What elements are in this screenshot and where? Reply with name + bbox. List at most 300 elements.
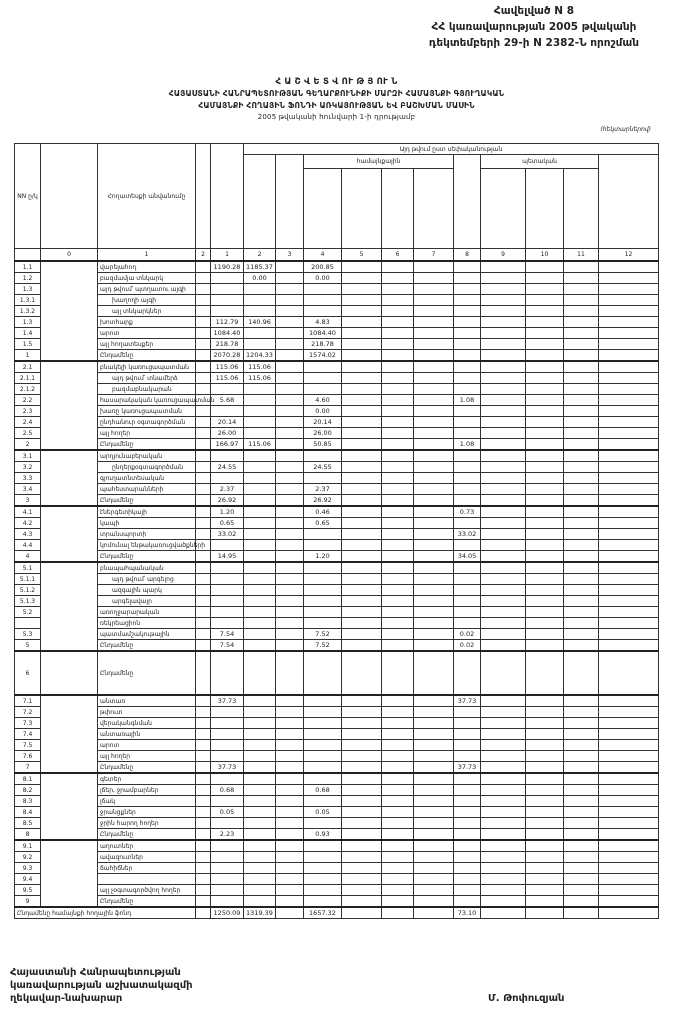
row-name: Ընդամենը: [98, 439, 196, 451]
column-number-row: [15, 249, 659, 262]
value-col-11: [564, 495, 599, 507]
value-col-1: 26.00: [211, 428, 244, 439]
value-col-2: [244, 473, 276, 484]
value-col-10: [526, 518, 564, 529]
value-col-12: [599, 807, 659, 818]
value-col-12: [599, 295, 659, 306]
value-col-8: [454, 518, 481, 529]
value-col-9: [481, 618, 526, 629]
value-col-12: [599, 406, 659, 417]
value-col-9: [481, 651, 526, 695]
value-col-6: [382, 439, 414, 451]
value-col-5: [342, 306, 382, 317]
value-col-4: 0.46: [304, 506, 342, 518]
value-col-4: 0.05: [304, 807, 342, 818]
value-col-5: [342, 284, 382, 295]
row-number: 1: [15, 350, 41, 362]
row-number: 6: [15, 651, 41, 695]
column-number: 2: [244, 249, 276, 262]
value-col-9: [481, 852, 526, 863]
value-col-6: [382, 796, 414, 807]
code-cell: [196, 707, 211, 718]
value-col-4: [304, 562, 342, 574]
value-col-1: 14.95: [211, 551, 244, 563]
value-col-1: 37.73: [211, 762, 244, 774]
table-row: [15, 618, 659, 629]
value-col-9: [481, 384, 526, 395]
row-number: 7.5: [15, 740, 41, 751]
value-col-1: 7.54: [211, 629, 244, 640]
value-col-8: [454, 829, 481, 841]
value-col-12: [599, 596, 659, 607]
value-col-3: [276, 640, 304, 652]
code-cell: [196, 284, 211, 295]
header-code: [196, 144, 211, 249]
value-col-3: [276, 484, 304, 495]
annex-number: Հավելված N 8: [493, 5, 575, 17]
value-col-2: [244, 740, 276, 751]
value-col-9: [481, 640, 526, 652]
value-col-4: 4.60: [304, 395, 342, 406]
value-col-12: [599, 495, 659, 507]
value-col-1: 2070.28: [211, 350, 244, 362]
value-col-7: [414, 284, 454, 295]
value-col-11: [564, 629, 599, 640]
table-row: [15, 529, 659, 540]
value-col-1: [211, 896, 244, 908]
value-col-5: [342, 551, 382, 563]
value-col-11: [564, 473, 599, 484]
code-cell: [196, 874, 211, 885]
value-col-4: [304, 695, 342, 707]
value-col-2: [244, 640, 276, 652]
value-col-4: [304, 585, 342, 596]
value-col-3: [276, 428, 304, 439]
value-col-8: [454, 284, 481, 295]
value-col-10: [526, 306, 564, 317]
value-col-12: [599, 306, 659, 317]
row-name: խառը կառուցապատման: [98, 406, 196, 417]
value-col-3: [276, 629, 304, 640]
value-col-12: [599, 796, 659, 807]
value-col-4: 0.00: [304, 273, 342, 284]
value-col-3: [276, 852, 304, 863]
value-col-3: [276, 439, 304, 451]
value-col-4: [304, 896, 342, 908]
value-col-12: [599, 718, 659, 729]
row-number: 8.3: [15, 796, 41, 807]
value-col-2: [244, 306, 276, 317]
value-col-6: [382, 607, 414, 618]
table-row: [15, 428, 659, 439]
value-col-2: [244, 874, 276, 885]
value-col-4: 1.20: [304, 551, 342, 563]
table-row: [15, 695, 659, 707]
value-col-5: [342, 273, 382, 284]
value-col-6: [382, 718, 414, 729]
value-col-1: [211, 751, 244, 762]
value-col-10: [526, 618, 564, 629]
value-col-4: 200.85: [304, 261, 342, 273]
value-col-12: [599, 529, 659, 540]
value-col-11: [564, 729, 599, 740]
header-num: NN ը/կ: [15, 144, 41, 249]
table-row: [15, 462, 659, 473]
value-col-4: [304, 618, 342, 629]
row-name: վարելահող: [98, 261, 196, 273]
value-col-10: [526, 484, 564, 495]
total-col-5: [342, 907, 382, 919]
value-col-9: [481, 785, 526, 796]
value-col-3: [276, 896, 304, 908]
row-name: թփուտ: [98, 707, 196, 718]
value-col-12: [599, 785, 659, 796]
value-col-12: [599, 885, 659, 896]
value-col-6: [382, 395, 414, 406]
code-cell: [196, 339, 211, 350]
value-col-2: [244, 885, 276, 896]
column-number: 11: [564, 249, 599, 262]
value-col-1: [211, 273, 244, 284]
code-cell: [196, 785, 211, 796]
code-cell: [196, 896, 211, 908]
value-col-4: 0.68: [304, 785, 342, 796]
code-cell: [196, 518, 211, 529]
value-col-1: [211, 796, 244, 807]
value-col-7: [414, 740, 454, 751]
value-col-10: [526, 863, 564, 874]
value-col-1: 112.79: [211, 317, 244, 328]
value-col-5: [342, 773, 382, 785]
value-col-3: [276, 495, 304, 507]
value-col-6: [382, 428, 414, 439]
value-col-4: [304, 874, 342, 885]
value-col-9: [481, 484, 526, 495]
value-col-8: 0.02: [454, 640, 481, 652]
value-col-3: [276, 651, 304, 695]
code-cell: [196, 462, 211, 473]
value-col-2: [244, 707, 276, 718]
header-col-10: [526, 169, 564, 249]
value-col-12: [599, 829, 659, 841]
row-name: այլ չօգտագործվող հողեր: [98, 885, 196, 896]
row-name: Ընդամենը: [98, 350, 196, 362]
header-col-6: [382, 169, 414, 249]
value-col-9: [481, 596, 526, 607]
value-col-10: [526, 852, 564, 863]
value-col-12: [599, 518, 659, 529]
total-col-4: 1657.32: [304, 907, 342, 919]
value-col-2: 115.06: [244, 373, 276, 384]
value-col-8: [454, 618, 481, 629]
row-number: 3.4: [15, 484, 41, 495]
value-col-1: [211, 618, 244, 629]
value-col-12: [599, 707, 659, 718]
value-col-5: [342, 762, 382, 774]
value-col-7: [414, 640, 454, 652]
value-col-5: [342, 718, 382, 729]
value-col-2: [244, 518, 276, 529]
value-col-2: [244, 540, 276, 551]
value-col-7: [414, 585, 454, 596]
value-col-3: [276, 373, 304, 384]
value-col-5: [342, 729, 382, 740]
value-col-7: [414, 762, 454, 774]
row-name: պատմամշակութային: [98, 629, 196, 640]
value-col-6: [382, 373, 414, 384]
row-number: 9.2: [15, 852, 41, 863]
table-row: [15, 651, 659, 695]
row-name: Ընդամենը: [98, 896, 196, 908]
group-label: [41, 450, 98, 506]
value-col-11: [564, 261, 599, 273]
value-col-6: [382, 829, 414, 841]
header-col-4: [304, 169, 342, 249]
total-label: Ընդամենը համայնքի հողային ֆոնդ: [15, 907, 196, 919]
row-number: 2.1.2: [15, 384, 41, 395]
row-name: բնապահպանական: [98, 562, 196, 574]
land-fund-table: [14, 143, 659, 919]
value-col-11: [564, 306, 599, 317]
code-cell: [196, 695, 211, 707]
row-name: ռեկրեացիոն: [98, 618, 196, 629]
value-col-6: [382, 863, 414, 874]
value-col-2: [244, 863, 276, 874]
value-col-9: [481, 462, 526, 473]
row-number: 9.4: [15, 874, 41, 885]
value-col-8: [454, 773, 481, 785]
table-row: [15, 417, 659, 428]
value-col-11: [564, 640, 599, 652]
position-line-2: կառավարության աշխատակազմի: [10, 980, 193, 991]
value-col-3: [276, 863, 304, 874]
row-number: 8: [15, 829, 41, 841]
value-col-3: [276, 751, 304, 762]
value-col-4: [304, 306, 342, 317]
row-name: բնակելի կառուցապատման: [98, 361, 196, 373]
value-col-11: [564, 328, 599, 339]
value-col-4: [304, 863, 342, 874]
value-col-6: [382, 762, 414, 774]
signatory-name: Մ. Թոփուզյան: [488, 993, 565, 1004]
value-col-10: [526, 295, 564, 306]
value-col-8: [454, 818, 481, 829]
value-col-11: [564, 718, 599, 729]
value-col-7: [414, 896, 454, 908]
value-col-10: [526, 339, 564, 350]
value-col-11: [564, 574, 599, 585]
value-col-9: [481, 729, 526, 740]
value-col-7: [414, 450, 454, 462]
value-col-10: [526, 529, 564, 540]
value-col-10: [526, 818, 564, 829]
value-col-3: [276, 807, 304, 818]
value-col-9: [481, 529, 526, 540]
row-name: բազմաբնակարան: [98, 384, 196, 395]
row-number: 4.1: [15, 506, 41, 518]
value-col-7: [414, 651, 454, 695]
value-col-6: [382, 462, 414, 473]
value-col-9: [481, 818, 526, 829]
row-name: այլ հողեր: [98, 751, 196, 762]
signatory-position: [10, 966, 193, 1005]
value-col-4: [304, 751, 342, 762]
value-col-11: [564, 529, 599, 540]
value-col-6: [382, 540, 414, 551]
code-cell: [196, 629, 211, 640]
value-col-9: [481, 339, 526, 350]
row-number: 2.4: [15, 417, 41, 428]
row-number: 2.3: [15, 406, 41, 417]
row-name: վերականգնման: [98, 718, 196, 729]
value-col-1: 115.06: [211, 361, 244, 373]
value-col-5: [342, 361, 382, 373]
value-col-10: [526, 840, 564, 852]
value-col-4: [304, 607, 342, 618]
value-col-5: [342, 852, 382, 863]
code-cell: [196, 574, 211, 585]
header-col-9: [481, 169, 526, 249]
value-col-5: [342, 295, 382, 306]
code-cell: [196, 818, 211, 829]
value-col-5: [342, 785, 382, 796]
value-col-9: [481, 874, 526, 885]
table-row: [15, 373, 659, 384]
row-number: 7: [15, 762, 41, 774]
value-col-6: [382, 484, 414, 495]
value-col-3: [276, 762, 304, 774]
value-col-2: [244, 450, 276, 462]
row-name: առողջարարական: [98, 607, 196, 618]
value-col-7: [414, 417, 454, 428]
value-col-12: [599, 339, 659, 350]
table-row: [15, 306, 659, 317]
value-col-11: [564, 740, 599, 751]
value-col-8: [454, 852, 481, 863]
row-number: 5.1: [15, 562, 41, 574]
value-col-5: [342, 562, 382, 574]
value-col-9: [481, 695, 526, 707]
code-cell: [196, 718, 211, 729]
header-col-1: [211, 144, 244, 249]
value-col-1: [211, 473, 244, 484]
value-col-2: [244, 629, 276, 640]
value-col-11: [564, 540, 599, 551]
value-col-7: [414, 350, 454, 362]
value-col-2: [244, 506, 276, 518]
value-col-4: 7.52: [304, 640, 342, 652]
value-col-3: [276, 773, 304, 785]
value-col-5: [342, 651, 382, 695]
group-label: [41, 651, 98, 695]
value-col-3: [276, 818, 304, 829]
value-col-10: [526, 807, 564, 818]
value-col-8: [454, 751, 481, 762]
value-col-7: [414, 328, 454, 339]
table-row: [15, 863, 659, 874]
value-col-5: [342, 395, 382, 406]
value-col-6: [382, 261, 414, 273]
value-col-5: [342, 707, 382, 718]
value-col-6: [382, 450, 414, 462]
row-number: 1.4: [15, 328, 41, 339]
value-col-1: [211, 384, 244, 395]
value-col-12: [599, 773, 659, 785]
value-col-2: [244, 551, 276, 563]
value-col-3: [276, 585, 304, 596]
value-col-5: [342, 896, 382, 908]
value-col-3: [276, 317, 304, 328]
value-col-4: [304, 718, 342, 729]
value-col-7: [414, 885, 454, 896]
value-col-9: [481, 350, 526, 362]
report-title: Հ Ա Շ Վ Ե Տ Վ ՈՒ Թ Յ ՈՒ Ն: [275, 77, 398, 87]
value-col-3: [276, 840, 304, 852]
value-col-12: [599, 428, 659, 439]
value-col-8: [454, 495, 481, 507]
value-col-1: 218.78: [211, 339, 244, 350]
value-col-7: [414, 339, 454, 350]
row-number: [15, 618, 41, 629]
value-col-12: [599, 840, 659, 852]
value-col-12: [599, 439, 659, 451]
row-number: 2: [15, 439, 41, 451]
code-cell: [196, 317, 211, 328]
value-col-2: [244, 796, 276, 807]
value-col-5: [342, 518, 382, 529]
value-col-12: [599, 350, 659, 362]
value-col-10: [526, 762, 564, 774]
value-col-1: 2.23: [211, 829, 244, 841]
value-col-10: [526, 328, 564, 339]
value-col-1: [211, 306, 244, 317]
table-row: [15, 284, 659, 295]
value-col-6: [382, 840, 414, 852]
value-col-12: [599, 762, 659, 774]
value-col-7: [414, 406, 454, 417]
row-number: 8.4: [15, 807, 41, 818]
value-col-6: [382, 506, 414, 518]
table-row: [15, 829, 659, 841]
value-col-2: [244, 695, 276, 707]
value-col-9: [481, 361, 526, 373]
value-col-4: [304, 295, 342, 306]
code-cell: [196, 373, 211, 384]
row-number: 1.3.2: [15, 306, 41, 317]
value-col-5: [342, 596, 382, 607]
value-col-4: 218.78: [304, 339, 342, 350]
value-col-6: [382, 874, 414, 885]
value-col-11: [564, 506, 599, 518]
header-col-8: [454, 155, 481, 249]
row-name: խաղողի այգի: [98, 295, 196, 306]
value-col-6: [382, 295, 414, 306]
value-col-9: [481, 495, 526, 507]
value-col-3: [276, 607, 304, 618]
value-col-11: [564, 518, 599, 529]
value-col-6: [382, 852, 414, 863]
value-col-8: [454, 428, 481, 439]
code-cell: [196, 596, 211, 607]
value-col-3: [276, 361, 304, 373]
value-col-3: [276, 284, 304, 295]
value-col-10: [526, 596, 564, 607]
column-number: 1: [98, 249, 196, 262]
value-col-8: 0.73: [454, 506, 481, 518]
code-cell: [196, 618, 211, 629]
group-label: [41, 506, 98, 562]
value-col-3: [276, 729, 304, 740]
